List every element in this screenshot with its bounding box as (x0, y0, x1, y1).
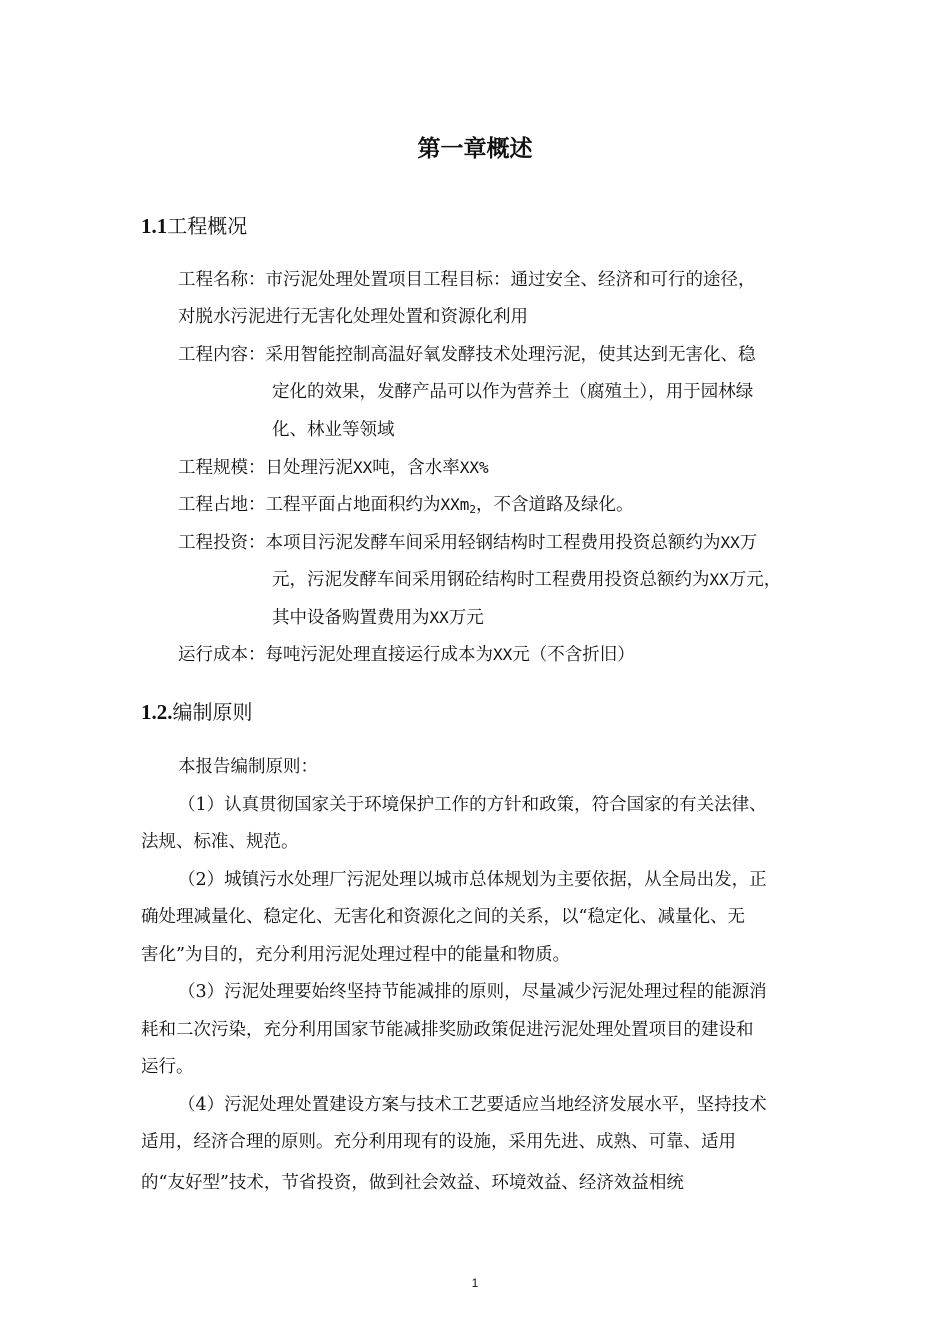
section-title: 编制原则 (172, 700, 253, 724)
text-segment: 工程投资：本项目污泥发酵车间采用轻钢结构时工程费用投资总额约为 (178, 533, 721, 553)
text-segment: 运行成本：每吨污泥处理直接运行成本为 (178, 645, 493, 665)
text-line: （1）认真贯彻国家关于环境保护工作的方针和政策，符合国家的有关法律、 (178, 795, 767, 815)
text-line (272, 566, 781, 591)
text-line: 运行。 (141, 1057, 194, 1077)
text-line: 害化”为目的，充分利用污泥处理过程中的能量和物质。 (141, 945, 570, 965)
text-line: （4）污泥处理处置建设方案与技术工艺要适应当地经济发展水平，坚持技术 (178, 1095, 767, 1115)
chapter-title: 第一章概述 (417, 136, 533, 162)
section-number: 1.2. (141, 700, 173, 724)
text-line: 定化的效果，发酵产品可以作为营养土（腐殖土），用于园林绿 (272, 382, 754, 402)
text-line: 本报告编制原则： (178, 757, 318, 777)
section-number: 1.1 (141, 214, 168, 238)
placeholder-value: XX (353, 458, 373, 477)
text-line: 化、林业等领域 (272, 420, 395, 440)
section-title: 工程概况 (167, 214, 248, 238)
text-segment: 元（不含折旧） (512, 645, 635, 665)
text-segment: 工程占地：工程平面占地面积约为 (178, 495, 441, 515)
placeholder-value: XX (493, 645, 513, 664)
text-line (178, 641, 635, 666)
text-segment: 工程规模：日处理污泥 (178, 458, 353, 478)
text-segment: 万元， (728, 570, 782, 590)
text-segment: 万 (739, 533, 758, 553)
text-segment: ，不含道路及绿化。 (476, 495, 634, 515)
unit-subscript: 2 (469, 503, 477, 516)
text-line (178, 491, 634, 516)
section-heading-1-2 (141, 696, 253, 725)
text-line: 确处理减量化、稳定化、无害化和资源化之间的关系，以“稳定化、减量化、无 (141, 907, 745, 927)
placeholder-value: XX% (459, 458, 489, 477)
text-line: 法规、标准、规范。 (141, 832, 299, 852)
placeholder-value: XX (709, 570, 729, 589)
text-line: 对脱水污泥进行无害化处理处置和资源化利用 (178, 307, 528, 327)
text-line (272, 604, 484, 629)
text-line: 工程内容：采用智能控制高温好氧发酵技术处理污泥，使其达到无害化、稳 (178, 345, 756, 365)
text-segment: 其中设备购置费用为 (272, 608, 430, 628)
page-number: 1 (471, 1276, 479, 1290)
text-segment: 元，污泥发酵车间采用钢砼结构时工程费用投资总额约为 (272, 570, 710, 590)
placeholder-value: XX (720, 533, 740, 552)
text-line: 的“友好型”技术，节省投资，做到社会效益、环境效益、经济效益相统 (141, 1173, 684, 1193)
text-line: （2）城镇污水处理厂污泥处理以城市总体规划为主要依据，从全局出发，正 (178, 870, 767, 890)
section-heading-1-1 (141, 210, 247, 239)
text-segment: 万元 (448, 608, 484, 628)
placeholder-value: XX (429, 608, 449, 627)
text-line: 耗和二次污染，充分利用国家节能减排奖励政策促进污泥处理处置项目的建设和 (141, 1020, 754, 1040)
text-line (178, 529, 757, 554)
text-line (178, 454, 489, 479)
text-line: 适用，经济合理的原则。充分利用现有的设施，采用先进、成熟、可靠、适用 (141, 1132, 736, 1152)
text-line: （3）污泥处理要始终坚持节能减排的原则，尽量减少污泥处理过程的能源消 (178, 982, 767, 1002)
text-line: 工程名称：市污泥处理处置项目工程目标：通过安全、经济和可行的途径， (178, 270, 756, 290)
placeholder-value: XXm (440, 495, 470, 514)
text-segment: 吨，含水率 (372, 458, 460, 478)
